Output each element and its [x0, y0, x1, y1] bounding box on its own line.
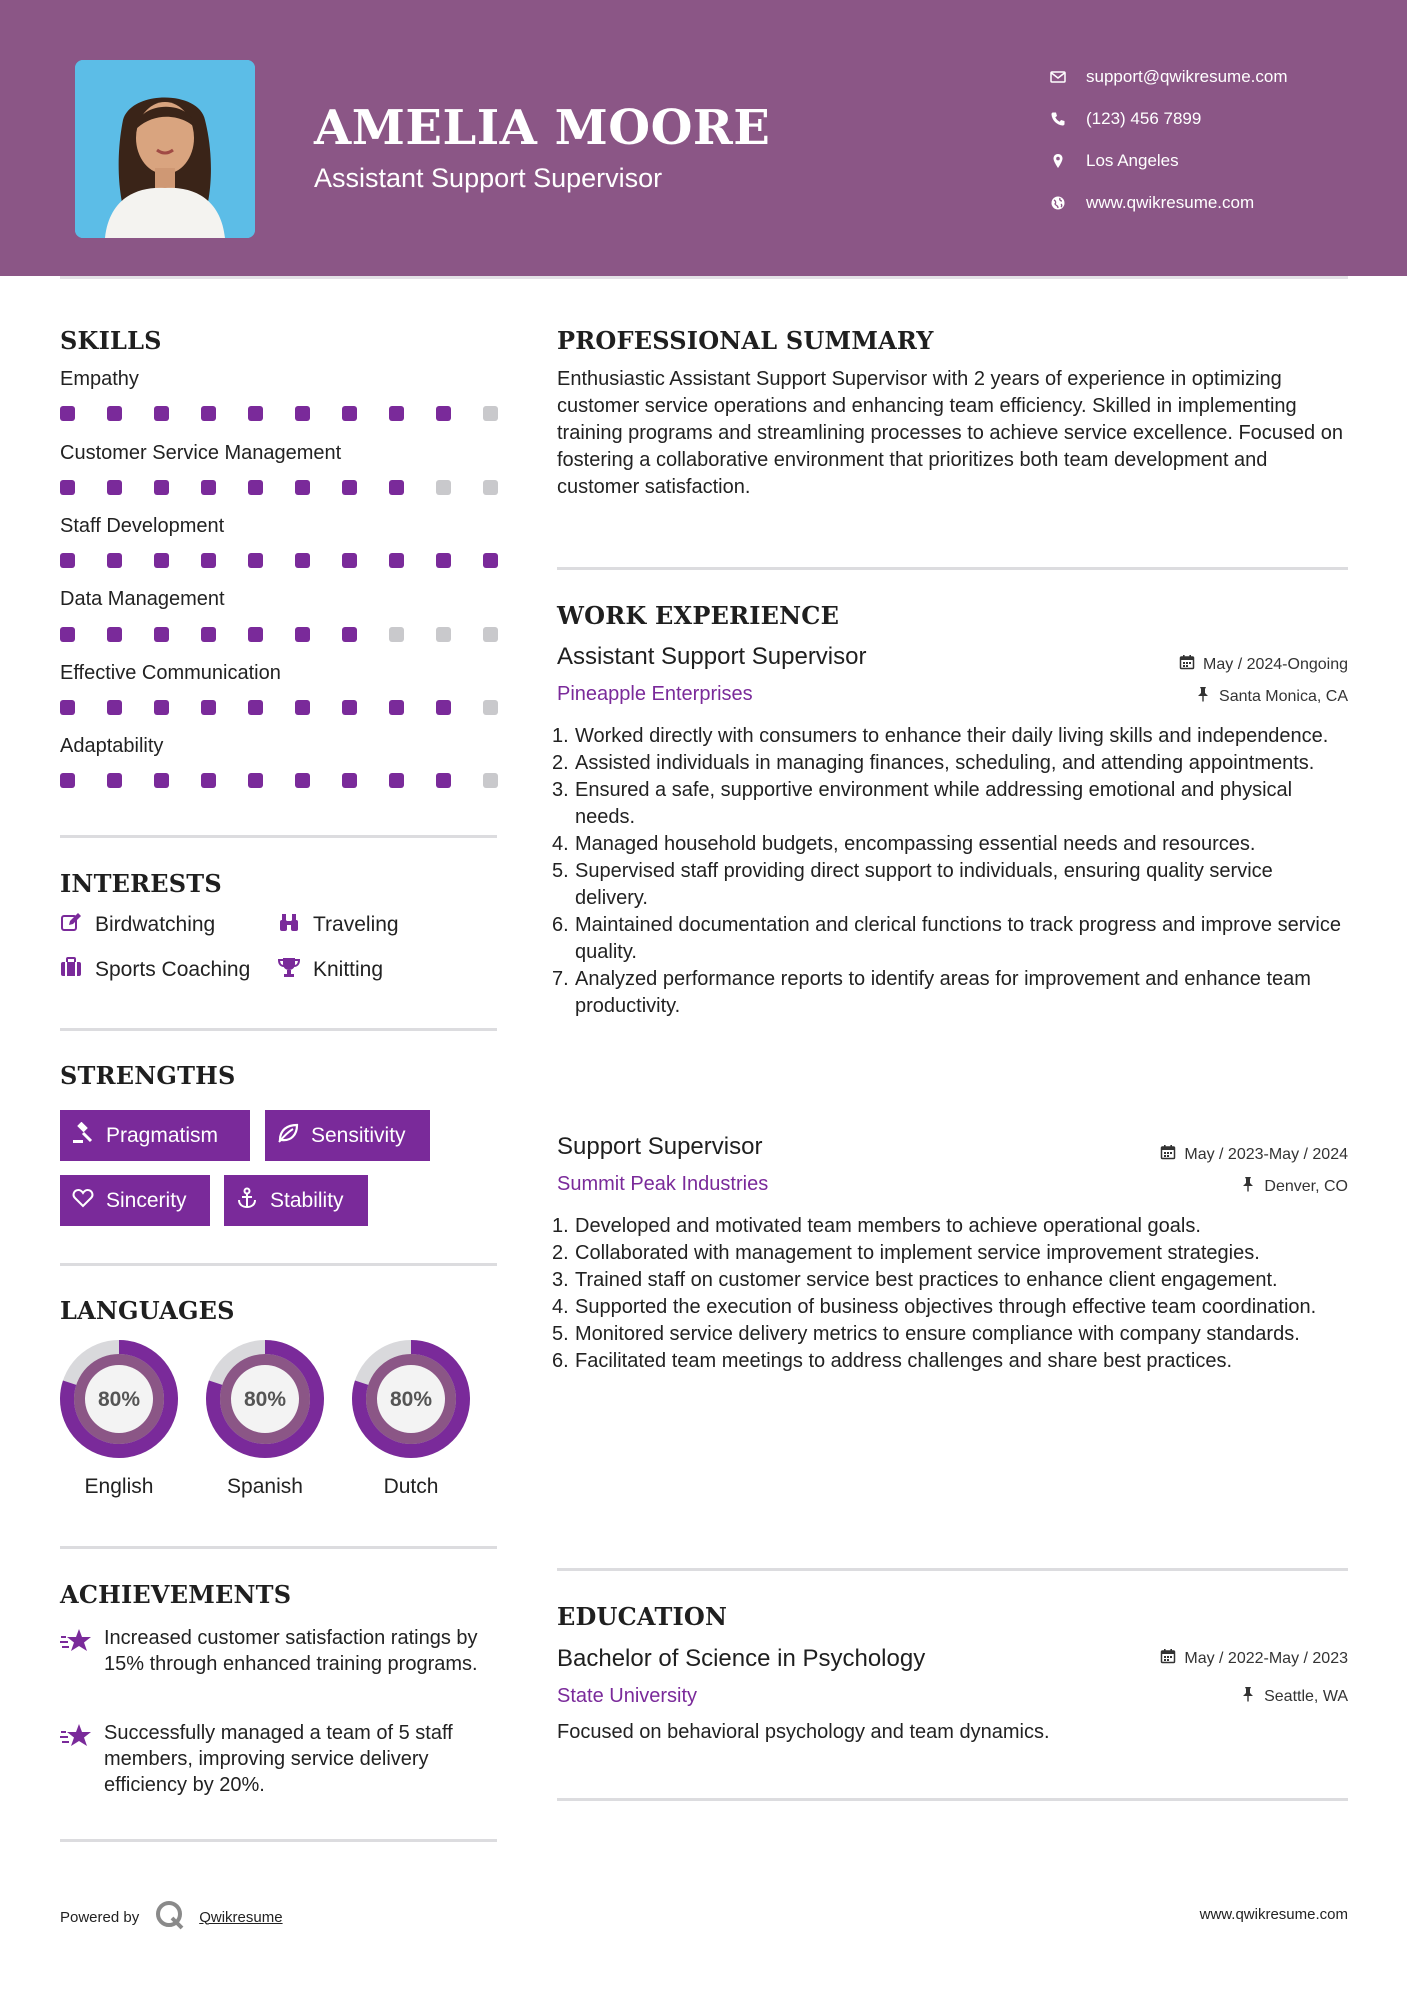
education-dates-text: May / 2022-May / 2023: [1184, 1649, 1348, 1667]
school-name: State University: [557, 1685, 698, 1707]
bullet-text: Managed household budgets, encompassing essential needs and resources.: [575, 833, 1256, 855]
skill-dot-filled: [154, 773, 169, 788]
skill-dot-filled: [389, 773, 404, 788]
skill-dot-filled: [201, 773, 216, 788]
strength-label: Sensitivity: [311, 1123, 406, 1147]
job-bullets: [552, 723, 1342, 1020]
list-item: 1. Developed and motivated team members to achieve operational goals.: [552, 1213, 1342, 1240]
suitcase-icon: [60, 956, 95, 984]
strength-chip: [60, 1175, 210, 1226]
interest-label: Traveling: [313, 913, 399, 936]
list-item: 4. Supported the execution of business objectives through effective team coordination.: [552, 1294, 1342, 1321]
powered-by-label: Powered by: [60, 1908, 140, 1926]
strength-label: Pragmatism: [106, 1123, 219, 1147]
contact-location-text: Los Angeles: [1086, 151, 1179, 170]
skill-dot-filled: [295, 406, 310, 421]
summary-heading: PROFESSIONAL SUMMARY: [557, 326, 934, 355]
job-bullets: [552, 1213, 1342, 1375]
globe-icon: [1050, 195, 1086, 211]
education-heading: EDUCATION: [557, 1602, 728, 1631]
skill-dot-filled: [60, 480, 75, 495]
skill-dot-filled: [389, 480, 404, 495]
job-dates-text: May / 2024-Ongoing: [1203, 655, 1348, 673]
anchor-icon: [236, 1187, 270, 1215]
contact-website[interactable]: [1050, 182, 1288, 224]
interest-label: Birdwatching: [95, 913, 216, 936]
header-divider: [60, 276, 1348, 279]
calendar-icon: [1179, 654, 1203, 675]
language-item: [58, 1338, 180, 1499]
bullet-text: Analyzed performance reports to identify areas for improvement and enhance team productivity.: [575, 968, 1311, 1017]
interest-label: Sports Coaching: [95, 958, 251, 981]
language-name: Spanish: [227, 1475, 303, 1498]
skill-dot-empty: [483, 773, 498, 788]
strengths-heading: STRENGTHS: [60, 1061, 236, 1090]
footer-url[interactable]: www.qwikresume.com: [1199, 1906, 1348, 1923]
job-dates: [1179, 654, 1348, 675]
education-location: [1240, 1686, 1348, 1707]
profile-photo: [75, 60, 255, 238]
list-item: 6. Facilitated team meetings to address challenges and share best practices.: [552, 1348, 1342, 1375]
star-icon: [60, 1625, 104, 1677]
skill-dot-filled: [107, 480, 122, 495]
skill-rating: [60, 627, 530, 642]
language-name: Dutch: [383, 1475, 439, 1498]
experience-heading: WORK EXPERIENCE: [557, 601, 840, 630]
skill-dot-filled: [342, 700, 357, 715]
contact-phone-text: (123) 456 7899: [1086, 109, 1202, 128]
skill-dot-filled: [248, 627, 263, 642]
skill-dot-filled: [342, 773, 357, 788]
skill-name: Staff Development: [60, 515, 225, 537]
list-item: 5. Supervised staff providing direct support to individuals, ensuring quality service delivery.: [552, 858, 1342, 912]
contact-website-text: www.qwikresume.com: [1086, 193, 1255, 212]
achievements-divider: [60, 1839, 497, 1842]
achievement-item: [60, 1720, 500, 1798]
job-title: Support Supervisor: [557, 1133, 763, 1160]
resume-header: [0, 0, 1407, 276]
bullet-text: Maintained documentation and clerical functions to track progress and improve service quality.: [575, 914, 1341, 963]
bullet-text: Supported the execution of business objectives through effective team coordination.: [575, 1296, 1317, 1318]
skill-dot-filled: [342, 627, 357, 642]
pin-icon: [1240, 1176, 1264, 1197]
skill-dot-filled: [389, 406, 404, 421]
list-item: 2. Collaborated with management to implement service improvement strategies.: [552, 1240, 1342, 1267]
candidate-name: AMELIA MOORE: [314, 100, 771, 156]
skill-dot-filled: [107, 553, 122, 568]
strength-chip: [60, 1110, 250, 1161]
skill-name: Adaptability: [60, 735, 164, 757]
skill-dot-filled: [201, 553, 216, 568]
education-divider: [557, 1798, 1348, 1801]
skill-dot-empty: [389, 627, 404, 642]
skill-dot-filled: [342, 553, 357, 568]
leaf-icon: [277, 1122, 311, 1150]
languages-heading: LANGUAGES: [60, 1296, 235, 1325]
skill-dot-filled: [389, 700, 404, 715]
strength-chip: [224, 1175, 368, 1226]
interest-item: [60, 956, 250, 984]
skill-name: Effective Communication: [60, 662, 281, 684]
list-item: 3. Ensured a safe, supportive environment while addressing emotional and physical needs.: [552, 777, 1342, 831]
skill-dot-filled: [436, 700, 451, 715]
skill-dot-filled: [60, 406, 75, 421]
calendar-icon: [1160, 1144, 1184, 1165]
footer-powered-by: [60, 1900, 283, 1934]
skill-dot-filled: [389, 553, 404, 568]
skill-dot-filled: [60, 553, 75, 568]
skill-dot-filled: [154, 553, 169, 568]
strength-label: Stability: [270, 1188, 344, 1212]
skill-dot-filled: [248, 406, 263, 421]
skill-dot-filled: [436, 553, 451, 568]
job-company: Pineapple Enterprises: [557, 683, 753, 705]
job-location-text: Santa Monica, CA: [1219, 687, 1348, 705]
skills-heading: SKILLS: [60, 326, 162, 355]
language-progress-ring: [204, 1338, 326, 1460]
bullet-text: Trained staff on customer service best practices to enhance client engagement.: [575, 1269, 1278, 1291]
skill-dot-filled: [60, 700, 75, 715]
skill-dot-filled: [154, 480, 169, 495]
education-location-text: Seattle, WA: [1264, 1687, 1348, 1705]
language-progress-ring: [58, 1338, 180, 1460]
skill-name: Empathy: [60, 368, 139, 390]
skill-dot-filled: [154, 406, 169, 421]
bullet-text: Facilitated team meetings to address challenges and share best practices.: [575, 1350, 1233, 1372]
education-description: Focused on behavioral psychology and team dynamics.: [557, 1721, 1050, 1743]
interest-label: Knitting: [313, 958, 384, 981]
achievement-text: Successfully managed a team of 5 staff members, improving service delivery efficiency by 20%.: [104, 1722, 453, 1796]
skill-dot-filled: [154, 700, 169, 715]
skill-dot-filled: [60, 627, 75, 642]
skill-dot-filled: [248, 553, 263, 568]
skill-dot-empty: [483, 627, 498, 642]
language-percent: 80%: [97, 1388, 141, 1411]
language-item: [350, 1338, 472, 1499]
skill-dot-filled: [295, 553, 310, 568]
pin-icon: [1195, 686, 1219, 707]
contact-email-text: support@qwikresume.com: [1086, 67, 1288, 86]
skill-dot-filled: [60, 773, 75, 788]
skill-dot-filled: [107, 627, 122, 642]
job-dates: [1160, 1144, 1348, 1165]
qwikresume-link[interactable]: Qwikresume: [199, 1908, 283, 1926]
achievements-heading: ACHIEVEMENTS: [60, 1580, 292, 1609]
contact-phone[interactable]: [1050, 98, 1288, 140]
skill-dot-empty: [483, 480, 498, 495]
interests-divider: [60, 1028, 497, 1031]
skill-dot-empty: [436, 480, 451, 495]
job-dates-text: May / 2023-May / 2024: [1184, 1145, 1348, 1163]
summary-divider: [557, 567, 1348, 570]
language-item: [204, 1338, 326, 1499]
skill-dot-filled: [248, 480, 263, 495]
skill-rating: [60, 700, 530, 715]
achievement-text: Increased customer satisfaction ratings by 15% through enhanced training programs.: [104, 1627, 478, 1675]
languages-divider: [60, 1546, 497, 1549]
map-marker-icon: [1050, 153, 1086, 169]
language-percent: 80%: [243, 1388, 287, 1411]
language-percent: 80%: [389, 1388, 433, 1411]
skill-dot-filled: [201, 406, 216, 421]
list-item: 3. Trained staff on customer service best practices to enhance client engagement.: [552, 1267, 1342, 1294]
bullet-text: Developed and motivated team members to achieve operational goals.: [575, 1215, 1201, 1237]
language-progress-ring: [350, 1338, 472, 1460]
interests-heading: INTERESTS: [60, 869, 222, 898]
skill-rating: [60, 773, 530, 788]
candidate-title: Assistant Support Supervisor: [314, 163, 663, 193]
summary-text: Enthusiastic Assistant Support Supervisor with 2 years of experience in optimizing customer service operations and enhancing team efficiency. Skilled in implementing training programs and streamlining processes to achieve service excellence. Focused on fostering a collaborative environment that prioritizes both team development and customer satisfaction.: [557, 368, 1343, 498]
skill-dot-filled: [483, 553, 498, 568]
degree-title: Bachelor of Science in Psychology: [557, 1645, 926, 1672]
contact-email[interactable]: [1050, 56, 1288, 98]
skill-name: Data Management: [60, 588, 225, 610]
skill-dot-filled: [248, 773, 263, 788]
bullet-text: Worked directly with consumers to enhance their daily living skills and independence.: [575, 725, 1329, 747]
bullet-text: Supervised staff providing direct support to individuals, ensuring quality service delivery.: [575, 860, 1273, 909]
skill-dot-filled: [201, 627, 216, 642]
skill-rating: [60, 553, 530, 568]
skill-dot-filled: [248, 700, 263, 715]
skill-dot-filled: [107, 773, 122, 788]
skill-dot-filled: [436, 406, 451, 421]
pin-icon: [1240, 1686, 1264, 1707]
qwikresume-logo-icon: [139, 1900, 199, 1934]
strengths-divider: [60, 1263, 497, 1266]
strength-label: Sincerity: [106, 1188, 187, 1212]
skill-dot-filled: [201, 480, 216, 495]
star-icon: [60, 1720, 104, 1798]
calendar-icon: [1160, 1648, 1184, 1669]
skill-rating: [60, 406, 530, 421]
language-name: English: [84, 1475, 154, 1498]
envelope-icon: [1050, 69, 1086, 85]
skill-rating: [60, 480, 530, 495]
skill-dot-filled: [107, 700, 122, 715]
skill-dot-filled: [295, 773, 310, 788]
bullet-text: Collaborated with management to implement service improvement strategies.: [575, 1242, 1260, 1264]
skills-divider: [60, 835, 497, 838]
list-item: 1. Worked directly with consumers to enhance their daily living skills and independence.: [552, 723, 1342, 750]
job-location: [1240, 1176, 1348, 1197]
bullet-text: Assisted individuals in managing finances, scheduling, and attending appointments.: [575, 752, 1315, 774]
interest-item: [60, 911, 215, 939]
skill-dot-empty: [483, 700, 498, 715]
skill-dot-filled: [201, 700, 216, 715]
job-company: Summit Peak Industries: [557, 1173, 769, 1195]
job-location: [1195, 686, 1348, 707]
skill-dot-filled: [295, 480, 310, 495]
edit-icon: [60, 911, 95, 939]
experience-divider: [557, 1568, 1348, 1571]
skill-dot-filled: [342, 406, 357, 421]
skill-dot-filled: [295, 700, 310, 715]
trophy-icon: [278, 956, 313, 984]
skill-dot-filled: [295, 627, 310, 642]
list-item: 4. Managed household budgets, encompassing essential needs and resources.: [552, 831, 1342, 858]
achievement-item: [60, 1625, 500, 1677]
interest-item: [278, 911, 399, 939]
gavel-icon: [72, 1122, 106, 1150]
contact-list: [1050, 56, 1288, 224]
skill-dot-empty: [483, 406, 498, 421]
list-item: 2. Assisted individuals in managing finances, scheduling, and attending appointments.: [552, 750, 1342, 777]
skill-name: Customer Service Management: [60, 442, 342, 464]
interest-item: [278, 956, 383, 984]
job-location-text: Denver, CO: [1264, 1177, 1348, 1195]
list-item: 5. Monitored service delivery metrics to ensure compliance with company standards.: [552, 1321, 1342, 1348]
skill-dot-filled: [436, 773, 451, 788]
strength-chip: [265, 1110, 430, 1161]
skill-dot-filled: [342, 480, 357, 495]
list-item: 7. Analyzed performance reports to identify areas for improvement and enhance team productivity.: [552, 966, 1342, 1020]
phone-icon: [1050, 111, 1086, 127]
skill-dot-empty: [436, 627, 451, 642]
bullet-text: Ensured a safe, supportive environment while addressing emotional and physical needs.: [575, 779, 1293, 828]
bullet-text: Monitored service delivery metrics to ensure compliance with company standards.: [575, 1323, 1300, 1345]
contact-location: [1050, 140, 1288, 182]
list-item: 6. Maintained documentation and clerical functions to track progress and improve service quality.: [552, 912, 1342, 966]
binoculars-icon: [278, 911, 313, 939]
job-title: Assistant Support Supervisor: [557, 643, 867, 670]
skill-dot-filled: [154, 627, 169, 642]
skill-dot-filled: [107, 406, 122, 421]
heart-icon: [72, 1187, 106, 1215]
education-dates: [1160, 1648, 1348, 1669]
